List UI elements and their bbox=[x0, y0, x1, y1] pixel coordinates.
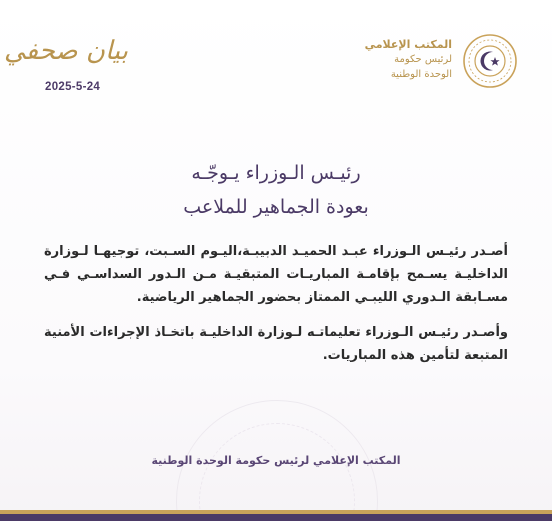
title-line2: بعودة الجماهير للملاعب bbox=[183, 196, 369, 218]
footer-signature: المكتب الإعلامي لرئيس حكومة الوحدة الوطنية bbox=[151, 454, 401, 467]
title-line1: رئيـس الـوزراء يـوجّـه bbox=[191, 162, 361, 184]
press-statement-mark bbox=[3, 28, 128, 78]
press-statement-label: بيان صحفي bbox=[3, 36, 128, 66]
office-name-line1: المكتب الإعلامي bbox=[364, 38, 452, 51]
body-paragraph-1: أصـدر رئيـس الـوزراء عبـد الحميـد الدبيبـة،اليـوم السـبت، توجيهـا لـوزارة الداخليـة يسـمح بإقامـة المباريـات المتبقيـة مـن الـدور السداسـي فـي مسـابقة الـدوري الليبـي الممتاز بحضور الجماهير الرياضية. bbox=[44, 244, 508, 305]
body-paragraph-2: وأصـدر رئيـس الـوزراء تعليماتـه لـوزارة الداخليـة باتخـاذ الإجراءات الأمنية المتبعة لتأمين هذه المباريات. bbox=[44, 325, 508, 363]
office-name-line2: لرئيس حكومة bbox=[394, 54, 452, 65]
office-logo bbox=[328, 33, 518, 91]
release-title bbox=[40, 156, 512, 224]
office-name-line3: الوحدة الوطنية bbox=[390, 69, 452, 80]
footer-purple-bar bbox=[0, 514, 552, 521]
release-date: 2025-5-24 bbox=[45, 81, 101, 93]
release-body bbox=[44, 240, 508, 367]
crescent-star-emblem-icon bbox=[462, 33, 518, 89]
office-name bbox=[365, 37, 452, 82]
